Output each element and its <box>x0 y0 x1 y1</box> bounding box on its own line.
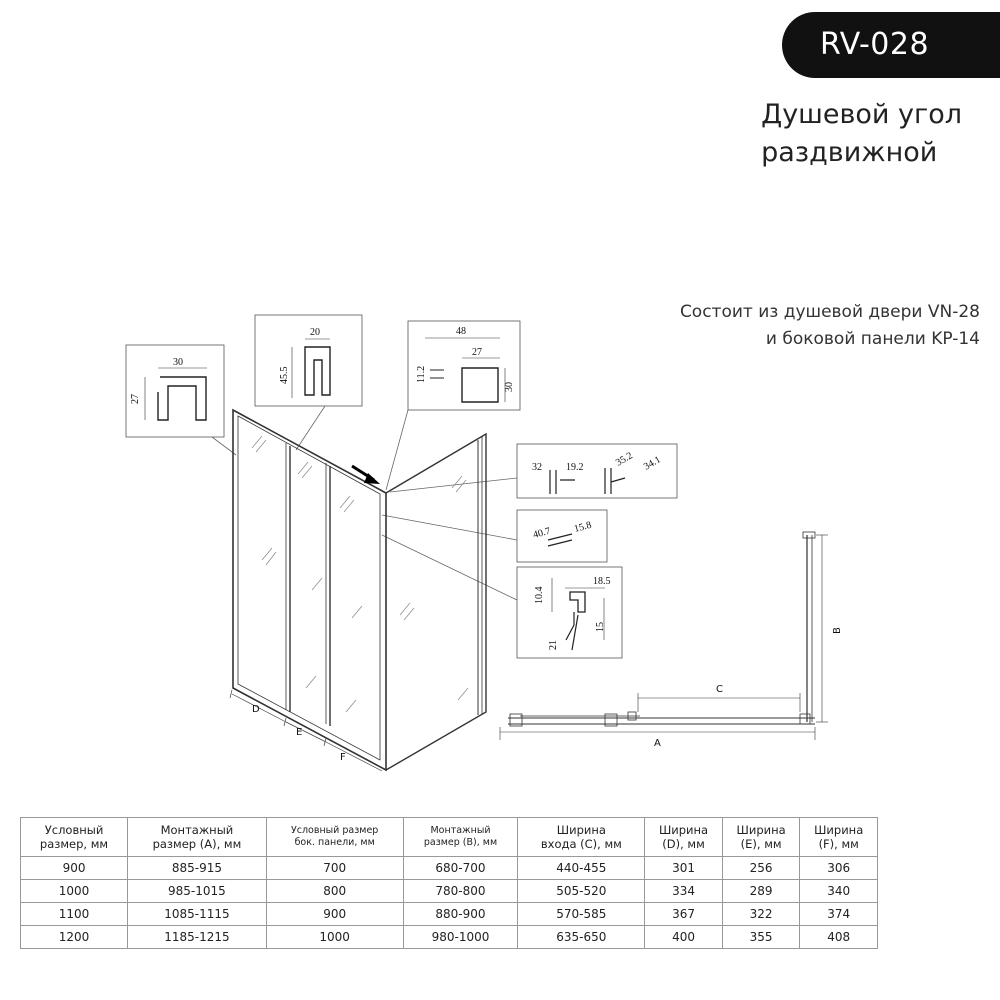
dim-a-label: A <box>654 738 661 749</box>
p1-height-label: 27 <box>130 394 141 404</box>
table-cell: 367 <box>645 903 723 926</box>
table-cell: 800 <box>266 880 403 903</box>
table-cell: 570-585 <box>518 903 645 926</box>
col-header-mount-b: Монтажный размер (В), мм <box>403 818 518 857</box>
p2-height-label: 45.5 <box>279 366 290 384</box>
table-cell: 700 <box>266 857 403 880</box>
table-cell: 885-915 <box>128 857 267 880</box>
table-cell: 355 <box>722 926 800 949</box>
callout-lines <box>212 406 517 600</box>
dim-e-label: E <box>296 727 303 738</box>
col-header-mount-a: Монтажный размер (А), мм <box>128 818 267 857</box>
table-cell: 1000 <box>266 926 403 949</box>
profile-detail-4 <box>517 444 677 498</box>
p6-a-label: 18.5 <box>593 576 611 587</box>
table-cell: 1185-1215 <box>128 926 267 949</box>
p3-height-label: 30 <box>504 382 515 392</box>
enclosure-perspective <box>230 410 486 771</box>
p4-c-label: 35.2 <box>614 450 635 469</box>
table-cell: 980-1000 <box>403 926 518 949</box>
p6-b-label: 10.4 <box>534 586 545 604</box>
p5-a-label: 40.7 <box>531 525 552 541</box>
model-code: RV-028 <box>820 27 930 62</box>
profile-detail-5 <box>517 510 607 562</box>
col-header-entry-c: Ширина входа (С), мм <box>518 818 645 857</box>
dim-b-label: B <box>832 627 843 634</box>
table-cell: 374 <box>800 903 878 926</box>
p6-d-label: 21 <box>548 640 559 650</box>
table-cell: 985-1015 <box>128 880 267 903</box>
table-cell: 306 <box>800 857 878 880</box>
p4-b-label: 19.2 <box>566 462 584 473</box>
table-cell: 1000 <box>21 880 128 903</box>
table-cell: 635-650 <box>518 926 645 949</box>
table-cell: 900 <box>266 903 403 926</box>
table-cell: 680-700 <box>403 857 518 880</box>
profile-detail-3 <box>408 321 520 410</box>
composition-line-2: и боковой панели KP-14 <box>765 329 980 349</box>
col-header-width-f: Ширина (F), мм <box>800 818 878 857</box>
p6-c-label: 15 <box>595 622 606 632</box>
table-row <box>21 857 878 880</box>
table-cell: 301 <box>645 857 723 880</box>
dim-f-label: F <box>340 752 346 763</box>
table-row <box>21 926 878 949</box>
col-header-width-d: Ширина (D), мм <box>645 818 723 857</box>
p3-inner-label: 27 <box>472 347 482 358</box>
p4-d-label: 34.1 <box>642 454 663 473</box>
table-cell: 505-520 <box>518 880 645 903</box>
p3-total-label: 48 <box>456 326 466 337</box>
table-cell: 408 <box>800 926 878 949</box>
table-row <box>21 880 878 903</box>
dim-d-label: D <box>252 704 260 715</box>
col-header-side-panel: Условный размер бок. панели, мм <box>266 818 403 857</box>
p3-offset-label: 11.2 <box>416 365 427 383</box>
profile-detail-6 <box>517 567 622 658</box>
table-cell: 780-800 <box>403 880 518 903</box>
table-cell: 900 <box>21 857 128 880</box>
table-row <box>21 903 878 926</box>
col-header-nominal: Условный размер, мм <box>21 818 128 857</box>
table-cell: 1100 <box>21 903 128 926</box>
table-cell: 1200 <box>21 926 128 949</box>
table-cell: 440-455 <box>518 857 645 880</box>
dim-c-label: C <box>716 684 723 695</box>
col-header-width-e: Ширина (E), мм <box>722 818 800 857</box>
table-cell: 256 <box>722 857 800 880</box>
title-line-1: Душевой угол <box>761 99 962 130</box>
p1-width-label: 30 <box>173 357 183 368</box>
table-cell: 334 <box>645 880 723 903</box>
table-header-row <box>21 818 878 857</box>
table-cell: 1085-1115 <box>128 903 267 926</box>
table-cell: 340 <box>800 880 878 903</box>
table-cell: 400 <box>645 926 723 949</box>
profile-detail-2 <box>255 315 362 406</box>
p5-b-label: 15.8 <box>572 519 593 535</box>
composition-line-1: Состоит из душевой двери VN-28 <box>679 302 980 322</box>
p2-width-label: 20 <box>310 327 320 338</box>
p4-a-label: 32 <box>532 462 542 473</box>
table-cell: 289 <box>722 880 800 903</box>
profile-detail-1 <box>126 345 224 437</box>
title-line-2: раздвижной <box>761 137 938 168</box>
table-cell: 880-900 <box>403 903 518 926</box>
table-cell: 322 <box>722 903 800 926</box>
size-table <box>20 817 878 949</box>
